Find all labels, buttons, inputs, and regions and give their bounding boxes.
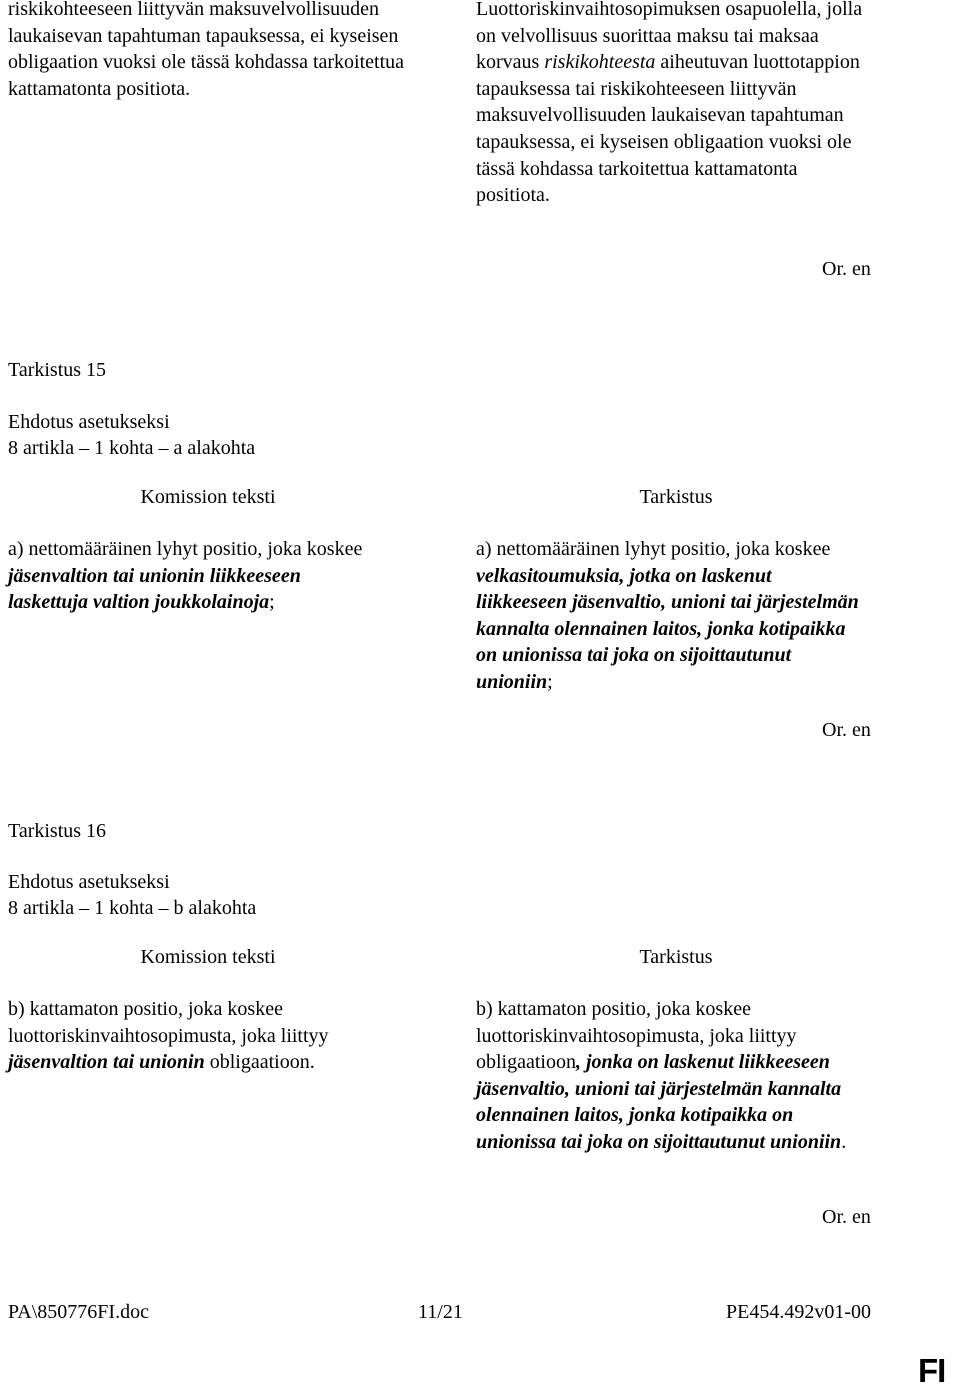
commission-text-header: Komission teksti	[140, 486, 276, 508]
amendment-header: Tarkistus	[639, 946, 713, 968]
proposal-label: Ehdotus asetukseksi	[8, 411, 170, 433]
proposal-label: Ehdotus asetukseksi	[8, 871, 170, 893]
amendment-text: b) kattamaton positio, joka koskee luottoriskinvaihtosopimusta, joka liittyy obligaatioon, jonka on laskenut liikkeeseen jäsenvaltio, unioni tai järjestelmän kannalta olennainen laitos, jonka kotipaikka on unionissa tai joka on sijoittautunut unioniin.	[476, 998, 847, 1153]
article-reference: 8 artikla – 1 kohta – a alakohta	[8, 437, 256, 459]
amendment-title: Tarkistus 16	[8, 820, 107, 842]
commission-text: a) nettomääräinen lyhyt positio, joka koskee jäsenvaltion tai unionin liikkeeseen laskettuja valtion joukkolainoja;	[8, 538, 363, 614]
language-code: FI	[918, 1352, 946, 1389]
pe-reference: PE454.492v01-00	[726, 1301, 871, 1323]
page-number: 11/21	[418, 1301, 463, 1323]
commission-text: b) kattamaton positio, joka koskee luottoriskinvaihtosopimusta, joka liittyy jäsenvaltion tai unionin obligaatioon.	[8, 998, 329, 1074]
document-reference: PA\850776FI.doc	[8, 1301, 149, 1323]
top-left-text: riskikohteeseen liittyvän maksuvelvollisuuden laukaisevan tapahtuman tapauksessa, ei kyseisen obligaation vuoksi ole tässä kohdassa tarkoitettua kattamatonta positiota.	[8, 0, 405, 100]
amendment-title: Tarkistus 15	[8, 359, 107, 381]
original-language-note: Or. en	[822, 719, 871, 741]
commission-text-header: Komission teksti	[140, 946, 276, 968]
original-language-note: Or. en	[822, 258, 871, 280]
amendment-header: Tarkistus	[639, 486, 713, 508]
amendment-text: a) nettomääräinen lyhyt positio, joka koskee velkasitoumuksia, jotka on laskenut liikkeeseen jäsenvaltio, unioni tai järjestelmän kannalta olennainen laitos, jonka kotipaikka on unionissa tai joka on sijoittautunut unioniin;	[476, 538, 859, 693]
article-reference: 8 artikla – 1 kohta – b alakohta	[8, 897, 257, 919]
top-right-text: Luottoriskinvaihtosopimuksen osapuolella, jolla on velvollisuus suorittaa maksu tai maksaa korvaus riskikohteesta aiheutuvan luottotappion tapauksessa tai riskikohteeseen liittyvän maksuvelvollisuuden laukaisevan tapahtuman tapauksessa, ei kyseisen obligaation vuoksi ole tässä kohdassa tarkoitettua kattamatonta positiota.	[476, 0, 863, 207]
original-language-note: Or. en	[822, 1206, 871, 1228]
